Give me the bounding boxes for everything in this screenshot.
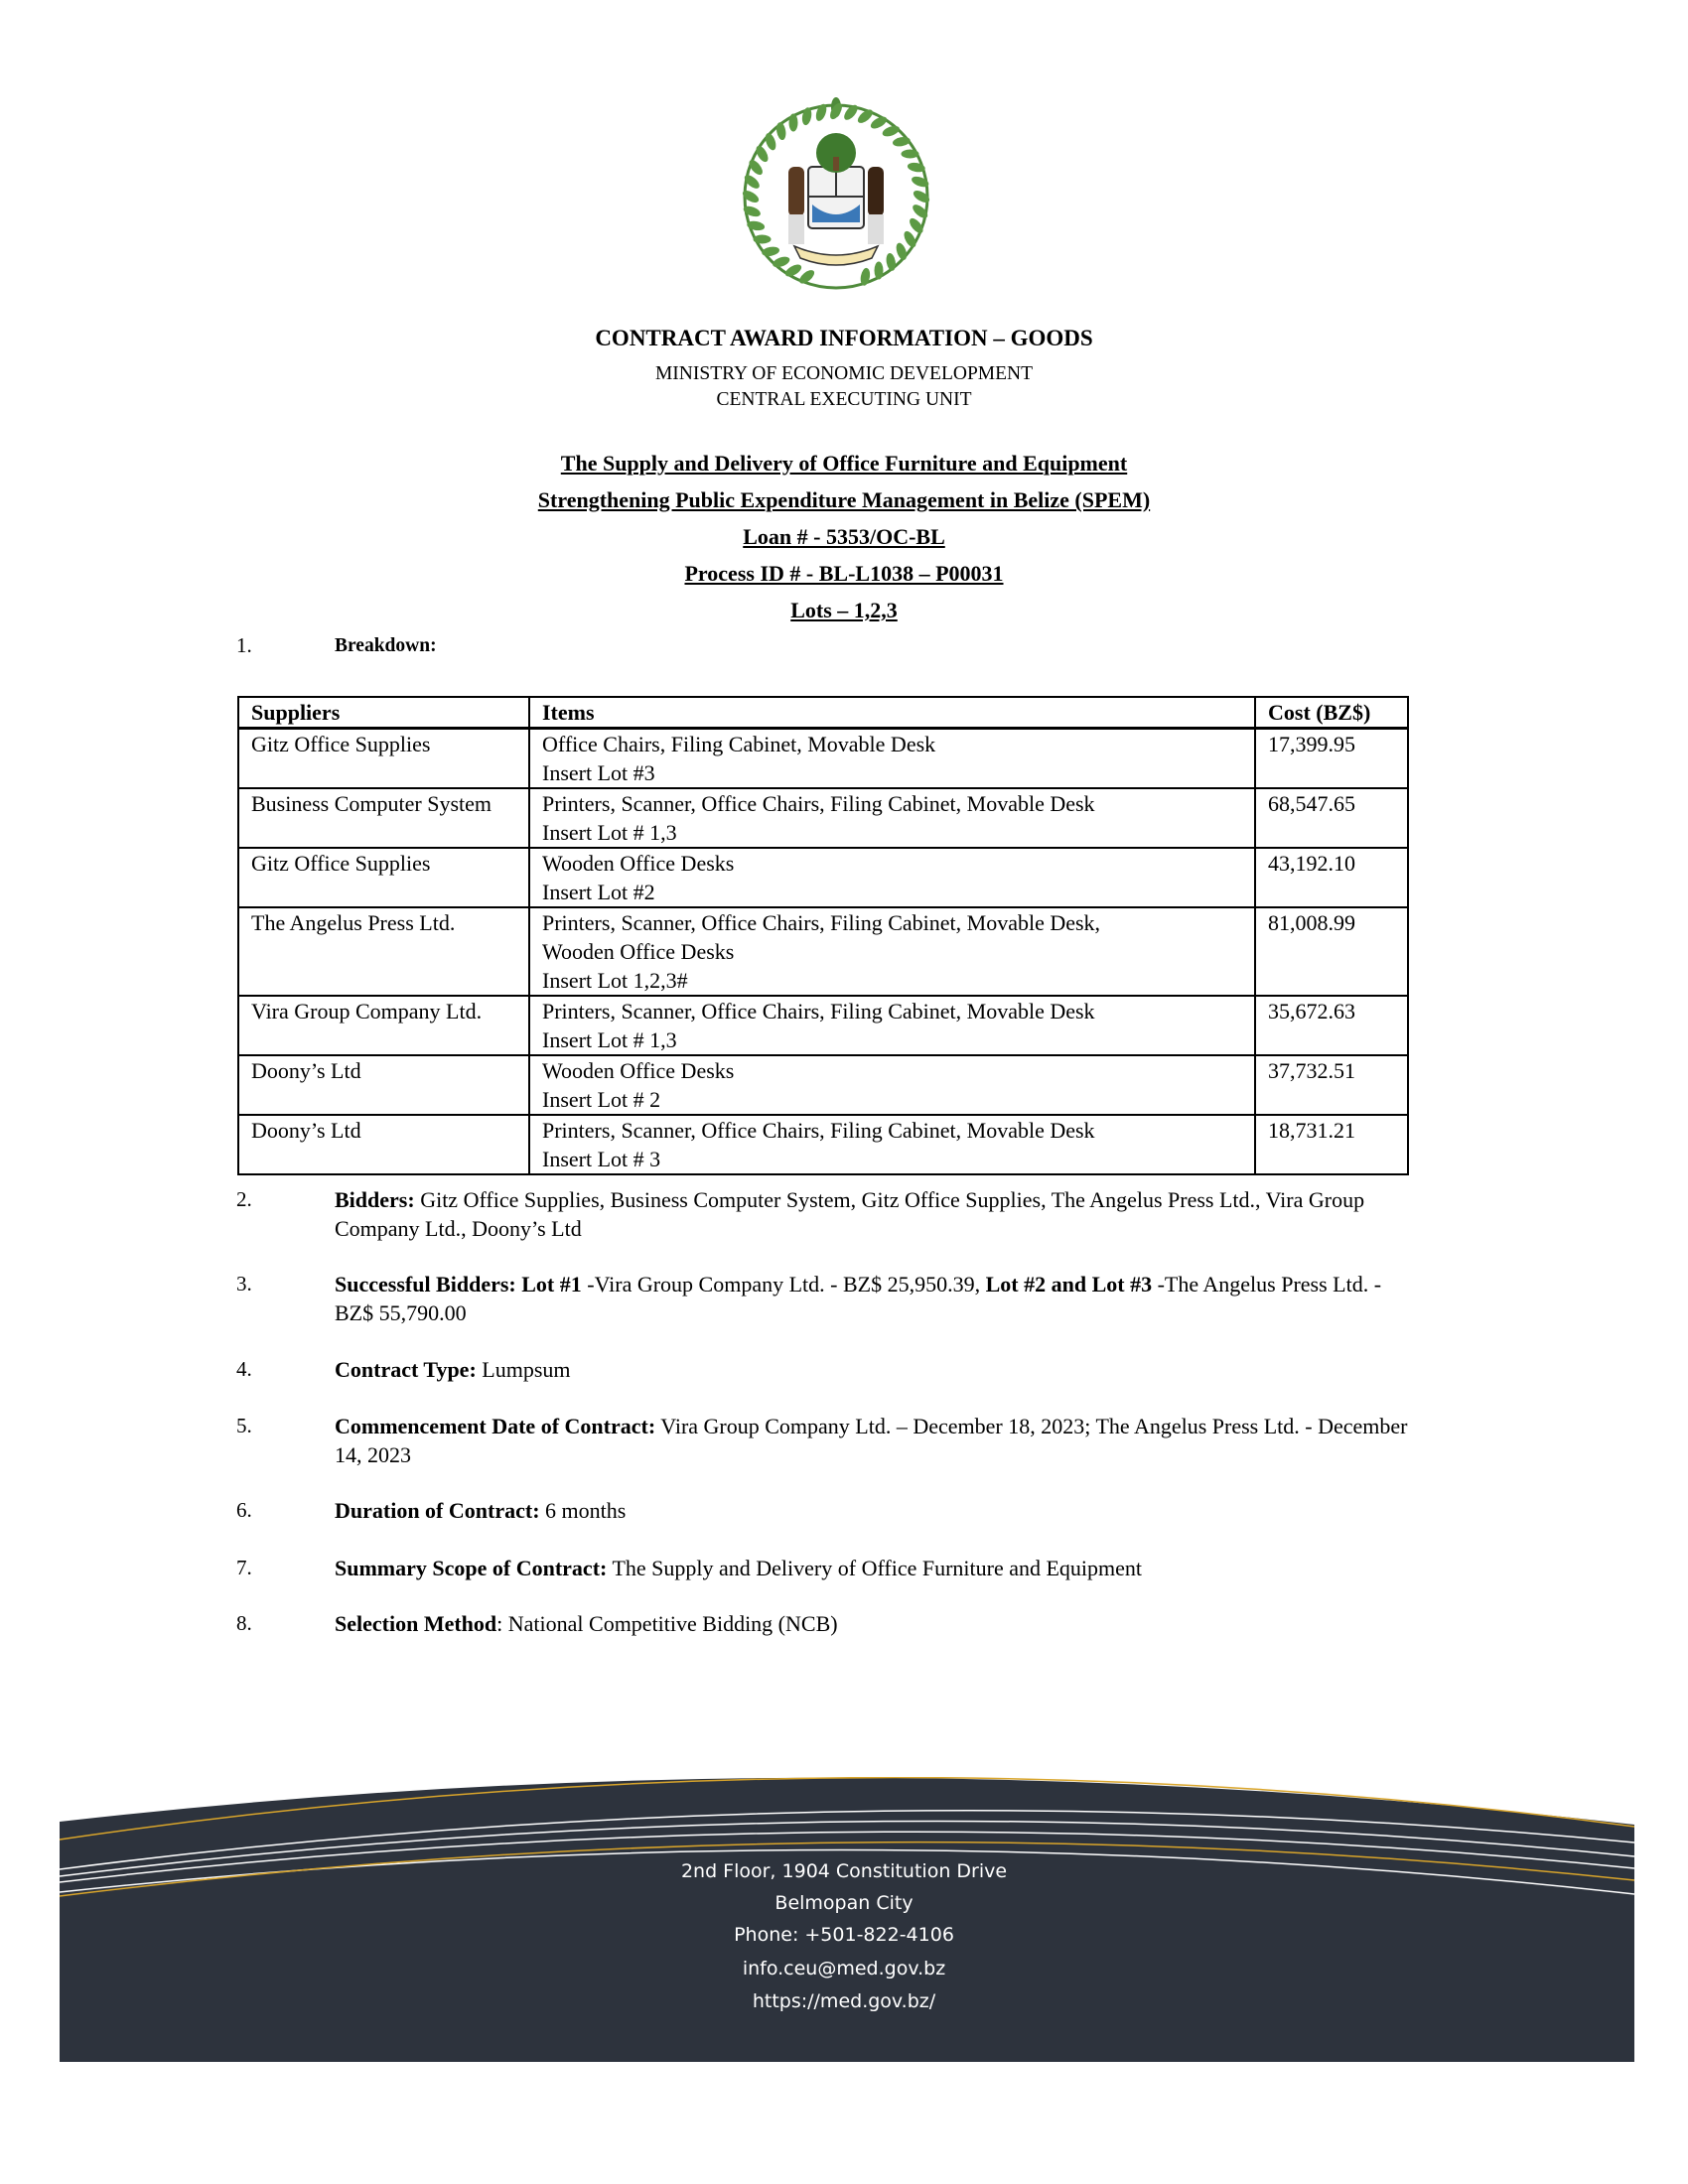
item-line: Printers, Scanner, Office Chairs, Filing Cabinet, Movable Desk, xyxy=(542,910,1101,935)
laurel-leaf xyxy=(892,136,911,148)
item-number: 4. xyxy=(236,1357,252,1381)
footer-email[interactable]: info.ceu@med.gov.bz xyxy=(742,1958,946,1979)
supplier-cell: The Angelus Press Ltd. xyxy=(238,907,529,996)
item-number: 3. xyxy=(236,1272,252,1296)
ministry-name: MINISTRY OF ECONOMIC DEVELOPMENT xyxy=(654,363,1034,384)
item-line: Printers, Scanner, Office Chairs, Filing Cabinet, Movable Desk xyxy=(542,791,1095,816)
laurel-leaf xyxy=(895,241,910,261)
numbered-item xyxy=(335,1355,1417,1384)
item-line: Insert Lot # 3 xyxy=(542,1147,661,1171)
cost-cell: 81,008.99 xyxy=(1255,907,1408,996)
cost-cell: 37,732.51 xyxy=(1255,1055,1408,1115)
table-header-row xyxy=(238,697,1408,729)
table-row xyxy=(238,848,1408,907)
items-cell xyxy=(529,729,1255,789)
table-row xyxy=(238,729,1408,789)
supplier-cell: Business Computer System xyxy=(238,788,529,848)
item-number: 5. xyxy=(236,1414,252,1437)
loan-number: Loan # - 5353/OC-BL xyxy=(743,524,945,549)
item-text: Lumpsum xyxy=(476,1357,571,1382)
items-cell xyxy=(529,1115,1255,1174)
process-id: Process ID # - BL-L1038 – P00031 xyxy=(684,561,1004,586)
item-line: Wooden Office Desks xyxy=(542,1058,735,1083)
supplier-cell: Gitz Office Supplies xyxy=(238,729,529,789)
item-line: Office Chairs, Filing Cabinet, Movable Desk xyxy=(542,732,936,756)
item-line: Insert Lot # 1,3 xyxy=(542,820,677,845)
numbered-item xyxy=(335,1496,1417,1525)
table-row xyxy=(238,1055,1408,1115)
lot23-text: -The Angelus Press Ltd. - BZ$ 55,790.00 xyxy=(335,1272,1382,1325)
table-row xyxy=(238,1115,1408,1174)
item-number: 2. xyxy=(236,1187,252,1211)
project-title: The Supply and Delivery of Office Furniture and Equipment xyxy=(560,451,1128,476)
item-line: Wooden Office Desks xyxy=(542,851,735,876)
item-line: Insert Lot 1,2,3# xyxy=(542,968,688,993)
document-title: CONTRACT AWARD INFORMATION – GOODS xyxy=(595,326,1093,350)
lot23-label: Lot #2 and Lot #3 xyxy=(980,1272,1153,1297)
breakdown-label: Breakdown: xyxy=(335,635,437,656)
item-label: Duration of Contract: xyxy=(335,1498,540,1523)
laurel-leaf xyxy=(775,121,787,140)
column-header-items: Items xyxy=(529,697,1255,729)
cost-cell: 68,547.65 xyxy=(1255,788,1408,848)
item-number: 6. xyxy=(236,1498,252,1522)
item-line: Printers, Scanner, Office Chairs, Filing Cabinet, Movable Desk xyxy=(542,1118,1095,1143)
belize-coat-of-arms-seal xyxy=(737,97,935,296)
item-line: Insert Lot # 2 xyxy=(542,1087,661,1112)
laurel-leaf xyxy=(881,124,901,139)
table-row xyxy=(238,788,1408,848)
footer-website[interactable]: https://med.gov.bz/ xyxy=(752,1990,936,2012)
items-cell xyxy=(529,1055,1255,1115)
footer-band xyxy=(60,1777,1634,2062)
cost-cell: 18,731.21 xyxy=(1255,1115,1408,1174)
supplier-cell: Doony’s Ltd xyxy=(238,1055,529,1115)
items-cell xyxy=(529,907,1255,996)
item-text: The Supply and Delivery of Office Furniture and Equipment xyxy=(607,1556,1143,1580)
laurel-leaf xyxy=(761,245,779,257)
item-label: Summary Scope of Contract: xyxy=(335,1556,608,1580)
lot1-text: -Vira Group Company Ltd. - BZ$ 25,950.39, xyxy=(581,1272,981,1297)
items-cell xyxy=(529,996,1255,1055)
item-number: 8. xyxy=(236,1611,252,1635)
successful-bidders xyxy=(335,1270,1417,1327)
laurel-leaf xyxy=(885,252,897,271)
footer-address: 2nd Floor, 1904 Constitution Drive xyxy=(680,1860,1008,1882)
item-line: Insert Lot #2 xyxy=(542,880,655,904)
footer-city: Belmopan City xyxy=(774,1892,914,1914)
item-line: Wooden Office Desks xyxy=(542,939,735,964)
lot1-label: Lot #1 xyxy=(515,1272,582,1297)
item-line: Insert Lot # 1,3 xyxy=(542,1027,677,1052)
column-header-suppliers: Suppliers xyxy=(238,697,529,729)
laurel-leaf xyxy=(754,235,772,244)
table-row xyxy=(238,907,1408,996)
unit-name: CENTRAL EXECUTING UNIT xyxy=(716,389,972,410)
item-line: Printers, Scanner, Office Chairs, Filing Cabinet, Movable Desk xyxy=(542,999,1095,1024)
item-line: Insert Lot #3 xyxy=(542,760,655,785)
program-name: Strengthening Public Expenditure Management in Belize (SPEM) xyxy=(537,487,1151,512)
laurel-leaf xyxy=(901,150,918,159)
lots: Lots – 1,2,3 xyxy=(790,598,898,622)
item-label: Commencement Date of Contract: xyxy=(335,1414,656,1438)
cost-cell: 17,399.95 xyxy=(1255,729,1408,789)
item-label: Bidders: xyxy=(335,1187,415,1212)
item-text: Gitz Office Supplies, Business Computer System, Gitz Office Supplies, The Angelus Press Ltd., Vira Group Company Ltd., Doony’s Ltd xyxy=(335,1187,1365,1241)
item-label: Selection Method xyxy=(335,1611,497,1636)
supplier-cell: Doony’s Ltd xyxy=(238,1115,529,1174)
item-text: Vira Group Company Ltd. – December 18, 2023; The Angelus Press Ltd. - December 14, 2023 xyxy=(335,1414,1408,1467)
item-text: : National Competitive Bidding (NCB) xyxy=(496,1611,838,1636)
supplier-cell: Vira Group Company Ltd. xyxy=(238,996,529,1055)
column-header-cost: Cost (BZ$) xyxy=(1255,697,1408,729)
items-cell xyxy=(529,788,1255,848)
footer-phone: Phone: +501-822-4106 xyxy=(734,1924,954,1946)
numbered-item xyxy=(335,1412,1417,1469)
cost-cell: 35,672.63 xyxy=(1255,996,1408,1055)
item-number: 7. xyxy=(236,1556,252,1579)
breakdown-table xyxy=(237,696,1409,1175)
item-label: Successful Bidders: xyxy=(335,1272,516,1297)
laurel-leaf xyxy=(789,114,798,132)
laurel-leaf xyxy=(764,132,778,152)
laurel-leaf xyxy=(772,255,791,270)
section-number: 1. xyxy=(236,633,252,657)
table-row xyxy=(238,996,1408,1055)
items-cell xyxy=(529,848,1255,907)
item-label: Contract Type: xyxy=(335,1357,477,1382)
laurel-leaf xyxy=(875,261,884,279)
numbered-item xyxy=(335,1609,1417,1638)
supplier-cell: Gitz Office Supplies xyxy=(238,848,529,907)
item-text: 6 months xyxy=(539,1498,627,1523)
cost-cell: 43,192.10 xyxy=(1255,848,1408,907)
numbered-item xyxy=(335,1185,1417,1243)
numbered-item xyxy=(335,1554,1417,1582)
